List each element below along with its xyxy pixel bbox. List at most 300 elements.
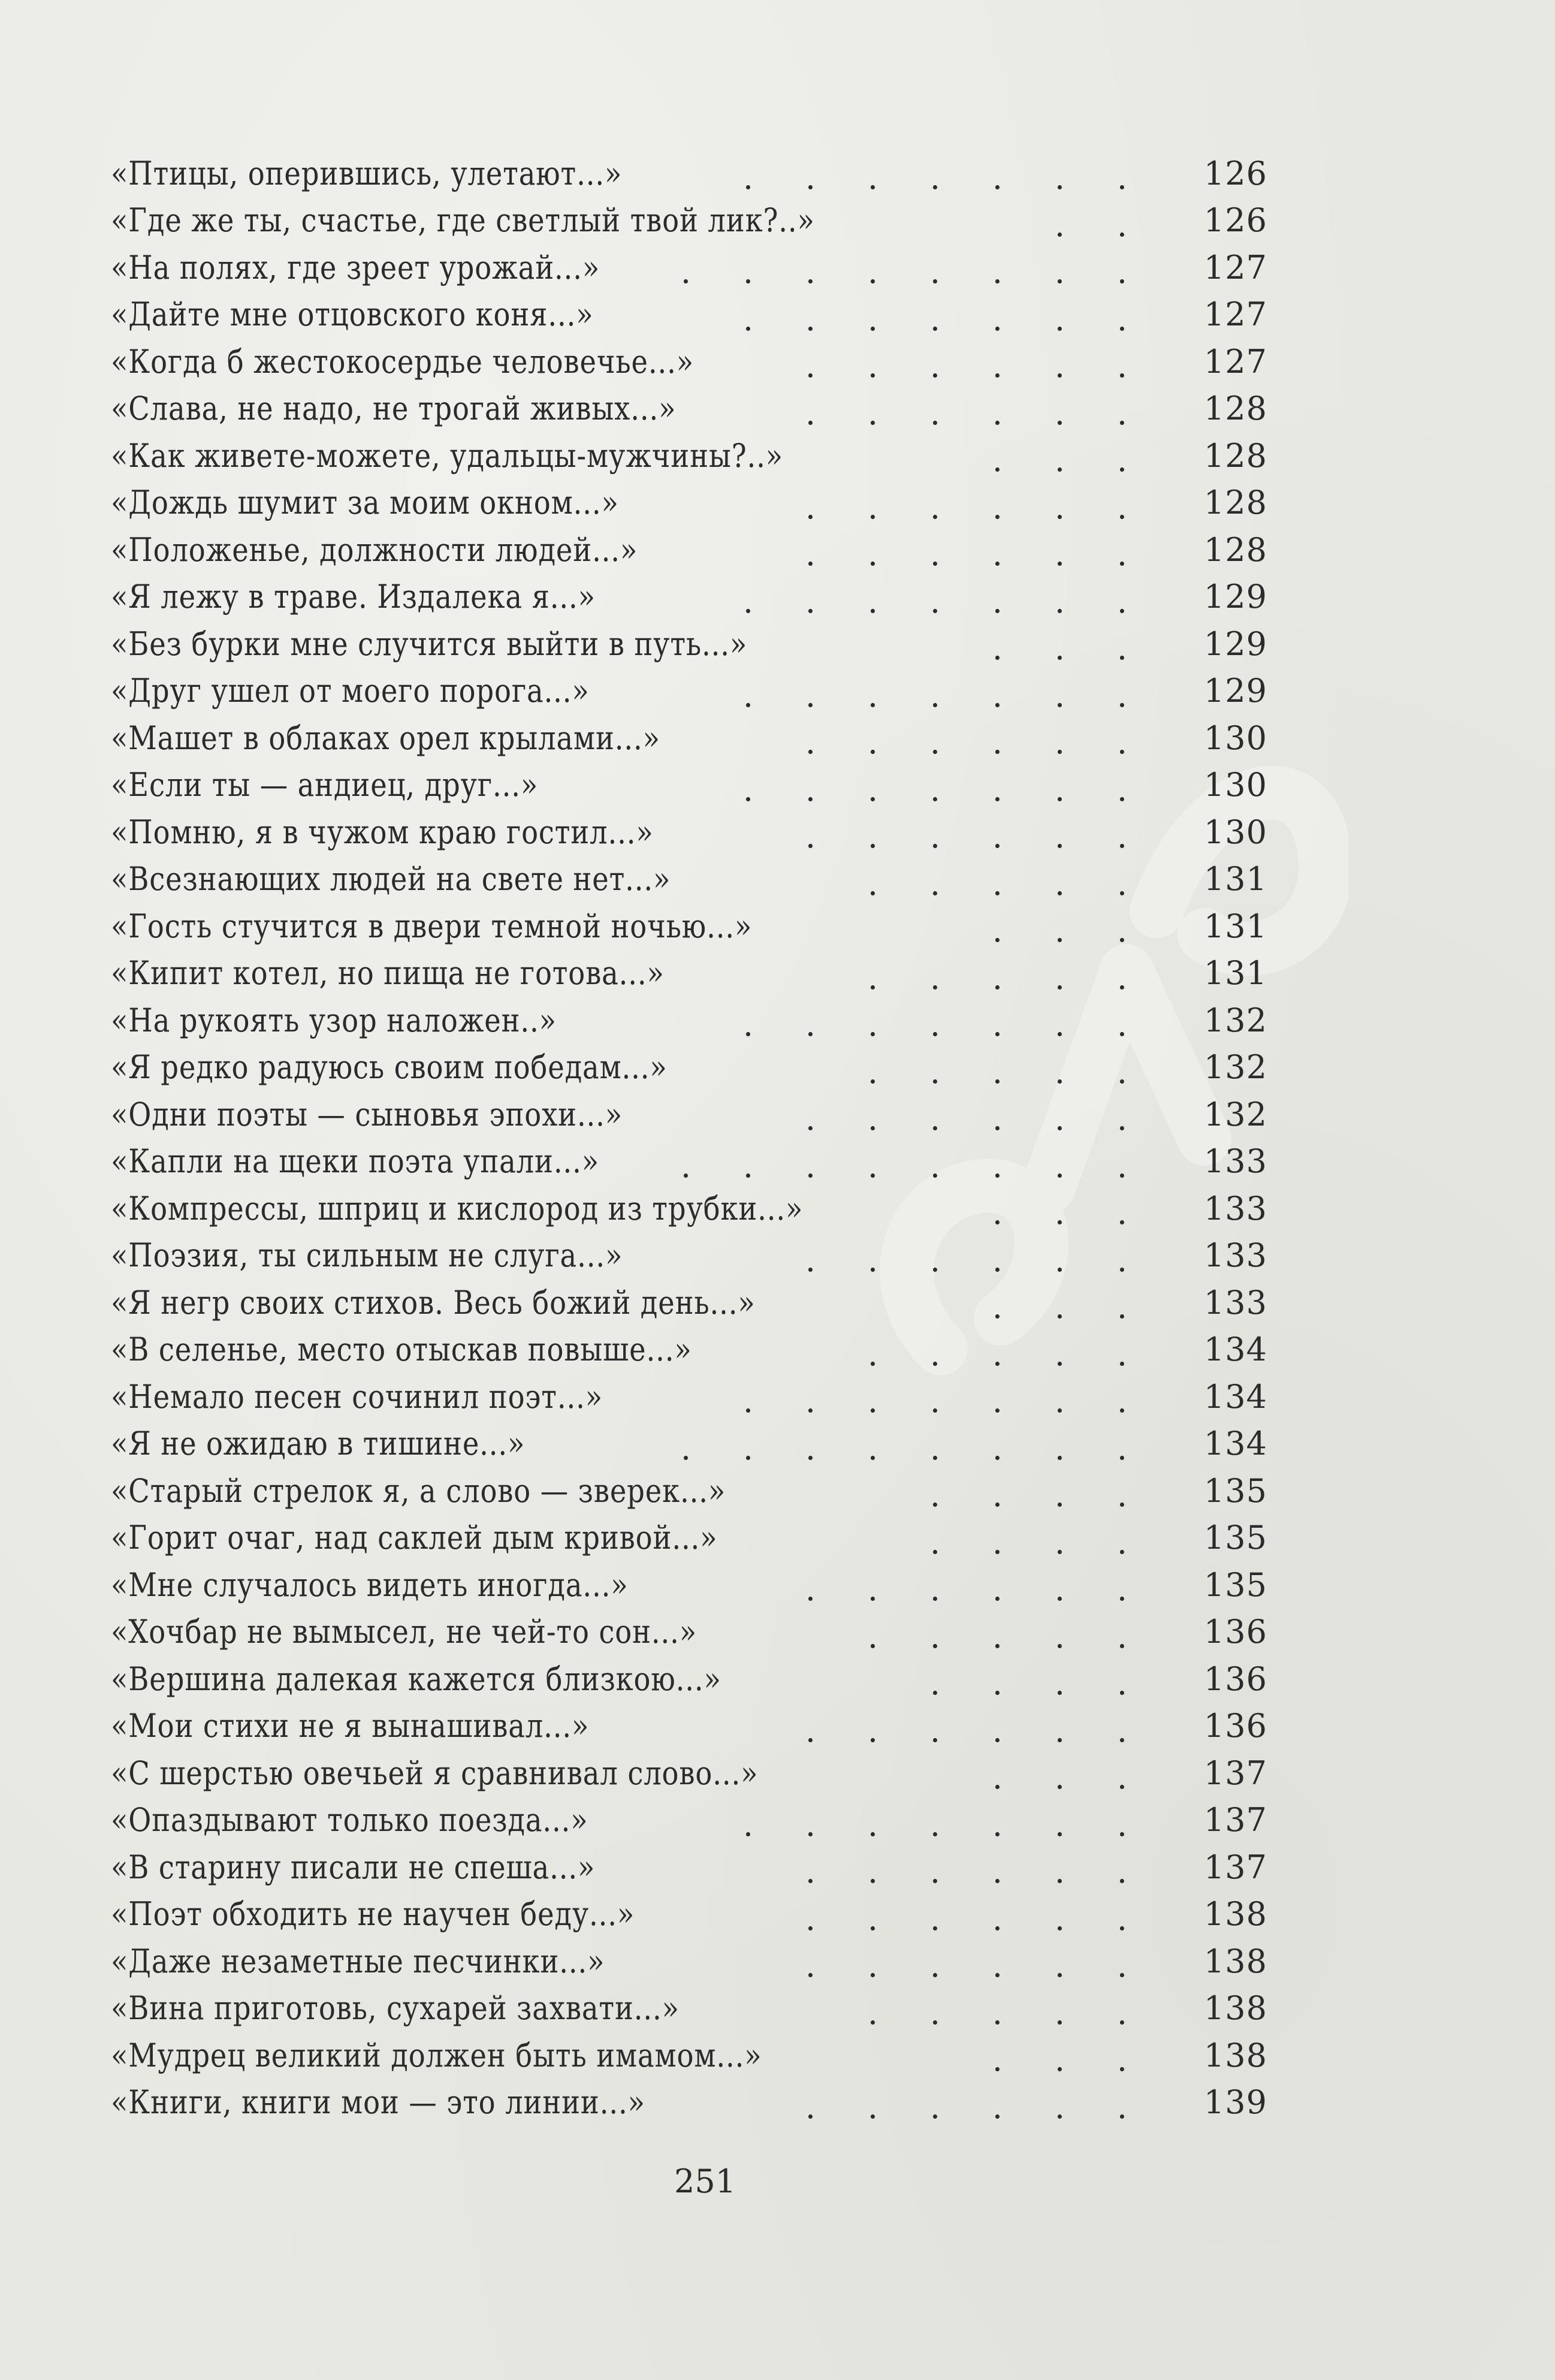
leader-dot: . xyxy=(867,1052,879,1091)
toc-entry-page: 134 xyxy=(1203,1425,1267,1463)
toc-entry-title: «Кипит котел, но пища не готова...» xyxy=(111,954,665,993)
leader-dot: . xyxy=(1054,535,1066,574)
leader-dot: . xyxy=(992,1382,1004,1420)
toc-entry xyxy=(111,997,1267,1044)
leader-dot: . xyxy=(1116,1570,1128,1609)
leader-dot: . xyxy=(992,818,1004,856)
leader-dot: . xyxy=(742,159,754,197)
leader-dot: . xyxy=(742,1429,754,1467)
toc-entry-title: «Мудрец великий должен быть имамом...» xyxy=(111,2036,762,2074)
leader-dot: . xyxy=(992,2088,1004,2126)
toc-entry-title: «Птицы, оперившись, улетают...» xyxy=(111,154,623,192)
toc-entry xyxy=(111,479,1267,527)
leader-dot: . xyxy=(805,582,817,620)
leader-dot: . xyxy=(1116,1711,1128,1749)
leader-dot: . xyxy=(1054,818,1066,856)
toc-entry-title: «Друг ушел от моего порога...» xyxy=(111,672,590,710)
leader-dot: . xyxy=(992,394,1004,432)
leader-dot: . xyxy=(1054,1899,1066,1938)
leader-dot: . xyxy=(992,1100,1004,1138)
toc-entry xyxy=(111,809,1267,856)
leader-dot: . xyxy=(929,723,941,762)
toc-entry-page: 131 xyxy=(1203,907,1267,945)
toc-entry xyxy=(111,385,1267,433)
leader-dot: . xyxy=(867,958,879,997)
leader-dot: . xyxy=(805,1147,817,1185)
toc-entry xyxy=(111,574,1267,621)
toc-entry-page: 133 xyxy=(1203,1283,1267,1322)
toc-entry-title: «Я не ожидаю в тишине...» xyxy=(111,1425,526,1463)
toc-entry xyxy=(111,197,1267,245)
toc-entry-page: 127 xyxy=(1203,295,1267,334)
leader-dot: . xyxy=(929,535,941,574)
toc-entry xyxy=(111,338,1267,385)
leader-dot: . xyxy=(867,1382,879,1420)
leader-dot: . xyxy=(1054,958,1066,997)
toc-entry-title: «Поэзия, ты сильным не слуга...» xyxy=(111,1236,623,1275)
leader-dot: . xyxy=(1116,1241,1128,1279)
leader-dot: . xyxy=(680,1429,692,1467)
leader-dot: . xyxy=(992,1758,1004,1797)
leader-dot: . xyxy=(1116,300,1128,338)
leader-dot: . xyxy=(805,1711,817,1749)
leader-dot: . xyxy=(805,253,817,291)
toc-entry-page: 131 xyxy=(1203,954,1267,993)
toc-entry-title: «На рукоять узор наложен..» xyxy=(111,1001,557,1039)
leader-dot: . xyxy=(992,1476,1004,1515)
leader-dot: . xyxy=(992,1194,1004,1232)
leader-dot: . xyxy=(805,300,817,338)
toc-entry-page: 136 xyxy=(1203,1707,1267,1745)
toc-entry xyxy=(111,1138,1267,1186)
leader-dot: . xyxy=(929,347,941,385)
toc-entry-title: «Слава, не надо, не трогай живых...» xyxy=(111,390,677,428)
leader-dot: . xyxy=(867,1947,879,1985)
toc-entry-title: «Мои стихи не я вынашивал...» xyxy=(111,1707,590,1745)
toc-entry-page: 132 xyxy=(1203,1001,1267,1039)
toc-entry-page: 137 xyxy=(1203,1848,1267,1886)
leader-dot: . xyxy=(929,1006,941,1044)
toc-entry xyxy=(111,1844,1267,1891)
leader-dot: . xyxy=(867,1147,879,1185)
leader-dot: . xyxy=(929,864,941,903)
toc-entry-page: 132 xyxy=(1203,1048,1267,1087)
leader-dot: . xyxy=(1116,347,1128,385)
toc-entry-page: 133 xyxy=(1203,1189,1267,1227)
toc-entry-title: «В старину писали не спеша...» xyxy=(111,1848,596,1886)
leader-dot: . xyxy=(1054,2041,1066,2079)
toc-entry-page: 136 xyxy=(1203,1660,1267,1698)
toc-entry xyxy=(111,620,1267,668)
leader-dot: . xyxy=(867,2088,879,2126)
leader-dot: . xyxy=(805,2088,817,2126)
leader-dot: . xyxy=(1116,2041,1128,2079)
toc-entry xyxy=(111,1749,1267,1797)
leader-dot: . xyxy=(1054,1993,1066,2032)
toc-entry-title: «Дайте мне отцовского коня...» xyxy=(111,295,594,334)
toc-entry-page: 134 xyxy=(1203,1331,1267,1369)
leader-dot: . xyxy=(867,1429,879,1467)
leader-dot: . xyxy=(867,1335,879,1373)
leader-dot: . xyxy=(867,1853,879,1891)
leader-dot: . xyxy=(1054,441,1066,479)
leader-dot: . xyxy=(1054,629,1066,668)
leader-dot: . xyxy=(1054,1853,1066,1891)
toc-entry-title: «Книги, книги мои — это линии...» xyxy=(111,2083,645,2122)
leader-dot: . xyxy=(1054,1052,1066,1091)
leader-dot: . xyxy=(929,1853,941,1891)
leader-dot: . xyxy=(929,1241,941,1279)
leader-dot: . xyxy=(805,394,817,432)
leader-dot: . xyxy=(929,1617,941,1655)
leader-dot: . xyxy=(742,253,754,291)
leader-dot: . xyxy=(1054,488,1066,526)
leader-dot: . xyxy=(867,1993,879,2032)
toc-entry-title: «Если ты — андиец, друг...» xyxy=(111,766,539,804)
leader-dot: . xyxy=(929,1382,941,1420)
toc-entry xyxy=(111,1797,1267,1844)
toc-entry-title: «Без бурки мне случится выйти в путь...» xyxy=(111,625,748,663)
leader-dot: . xyxy=(805,1805,817,1844)
leader-dot: . xyxy=(742,770,754,809)
leader-dot: . xyxy=(992,2041,1004,2079)
leader-dot: . xyxy=(1116,1100,1128,1138)
leader-dot: . xyxy=(992,1288,1004,1326)
leader-dot: . xyxy=(992,629,1004,668)
toc-entry xyxy=(111,903,1267,950)
toc-entry xyxy=(111,1326,1267,1374)
toc-entry-title: «Помню, я в чужом краю гостил...» xyxy=(111,813,654,851)
leader-dot: . xyxy=(992,1241,1004,1279)
toc-entry xyxy=(111,1891,1267,1938)
toc-entry-title: «Опаздывают только поезда...» xyxy=(111,1801,588,1839)
toc-entry-title: «Компрессы, шприц и кислород из трубки...» xyxy=(111,1189,804,1227)
toc-entry xyxy=(111,1938,1267,1985)
leader-dot: . xyxy=(929,488,941,526)
leader-dot: . xyxy=(742,582,754,620)
leader-dot: . xyxy=(929,1570,941,1609)
leader-dot: . xyxy=(992,582,1004,620)
toc-entry-page: 129 xyxy=(1203,672,1267,710)
toc-entry-title: «Дождь шумит за моим окном...» xyxy=(111,484,619,522)
leader-dot: . xyxy=(1054,676,1066,714)
leader-dot: . xyxy=(1054,253,1066,291)
leader-dot: . xyxy=(1116,1805,1128,1844)
toc-entry-page: 130 xyxy=(1203,719,1267,757)
leader-dot: . xyxy=(929,1523,941,1561)
leader-dot: . xyxy=(1054,1476,1066,1515)
leader-dot: . xyxy=(805,723,817,762)
leader-dot: . xyxy=(867,347,879,385)
leader-dot: . xyxy=(1054,1570,1066,1609)
page-number: 251 xyxy=(674,2162,736,2200)
leader-dot: . xyxy=(867,535,879,574)
toc-entry-page: 131 xyxy=(1203,860,1267,898)
toc-entry-page: 136 xyxy=(1203,1613,1267,1651)
leader-dot: . xyxy=(992,300,1004,338)
leader-dot: . xyxy=(1116,1429,1128,1467)
leader-dot: . xyxy=(1054,582,1066,620)
leader-dot: . xyxy=(992,676,1004,714)
toc-entry xyxy=(111,2079,1267,2126)
toc-entry-page: 135 xyxy=(1203,1519,1267,1557)
leader-dot: . xyxy=(1116,1853,1128,1891)
toc-entry-title: «Вина приготовь, сухарей захвати...» xyxy=(111,1989,680,2028)
leader-dot: . xyxy=(867,1570,879,1609)
leader-dot: . xyxy=(992,1006,1004,1044)
leader-dot: . xyxy=(867,1241,879,1279)
leader-dot: . xyxy=(867,864,879,903)
toc-entry xyxy=(111,244,1267,291)
leader-dot: . xyxy=(742,300,754,338)
leader-dot: . xyxy=(867,1899,879,1938)
leader-dot: . xyxy=(805,1100,817,1138)
leader-dot: . xyxy=(805,1899,817,1938)
toc-entry-title: «Даже незаметные песчинки...» xyxy=(111,1942,605,1980)
leader-dot: . xyxy=(1054,1241,1066,1279)
leader-dot: . xyxy=(1116,1899,1128,1938)
leader-dot: . xyxy=(1116,535,1128,574)
leader-dot: . xyxy=(992,1570,1004,1609)
toc-entry-title: «Как живете-можете, удальцы-мужчины?..» xyxy=(111,436,784,475)
toc-entry-page: 132 xyxy=(1203,1095,1267,1133)
leader-dot: . xyxy=(867,1006,879,1044)
leader-dot: . xyxy=(1116,723,1128,762)
leader-dot: . xyxy=(929,1147,941,1185)
leader-dot: . xyxy=(1054,1947,1066,1985)
leader-dot: . xyxy=(929,1052,941,1091)
leader-dot: . xyxy=(805,1241,817,1279)
leader-dot: . xyxy=(1116,1052,1128,1091)
leader-dot: . xyxy=(805,159,817,197)
leader-dot: . xyxy=(992,770,1004,809)
leader-dot: . xyxy=(992,1947,1004,1985)
leader-dot: . xyxy=(1116,1288,1128,1326)
leader-dot: . xyxy=(1054,1429,1066,1467)
toc-entry-page: 135 xyxy=(1203,1565,1267,1604)
toc-entry xyxy=(111,1515,1267,1562)
leader-dot: . xyxy=(992,1899,1004,1938)
toc-entry-title: «Старый стрелок я, а слово — зверек...» xyxy=(111,1471,726,1510)
toc-entry xyxy=(111,1561,1267,1609)
leader-dot: . xyxy=(742,676,754,714)
leader-dot: . xyxy=(1116,1947,1128,1985)
leader-dot: . xyxy=(1116,1147,1128,1185)
leader-dot: . xyxy=(1054,912,1066,950)
leader-dot: . xyxy=(742,1382,754,1420)
leader-dot: . xyxy=(1054,2088,1066,2126)
leader-dot: . xyxy=(929,1899,941,1938)
leader-dot: . xyxy=(742,1147,754,1185)
toc-entry-page: 133 xyxy=(1203,1142,1267,1181)
toc-entry-title: «Хочбар не вымысел, не чей-то сон...» xyxy=(111,1613,698,1651)
toc-entry xyxy=(111,668,1267,715)
toc-entry-title: «Одни поэты — сыновья эпохи...» xyxy=(111,1095,623,1133)
toc-entry xyxy=(111,1467,1267,1515)
leader-dot: . xyxy=(929,1100,941,1138)
toc-entry-page: 133 xyxy=(1203,1236,1267,1275)
leader-dot: . xyxy=(805,1006,817,1044)
leader-dot: . xyxy=(1116,1617,1128,1655)
leader-dot: . xyxy=(1054,864,1066,903)
leader-dot: . xyxy=(867,253,879,291)
leader-dot: . xyxy=(1116,818,1128,856)
toc-entry xyxy=(111,714,1267,762)
toc-entry-page: 134 xyxy=(1203,1377,1267,1416)
leader-dot: . xyxy=(1116,676,1128,714)
leader-dot: . xyxy=(1116,912,1128,950)
toc-entry-page: 129 xyxy=(1203,578,1267,616)
leader-dot: . xyxy=(1054,347,1066,385)
leader-dot: . xyxy=(867,1805,879,1844)
toc-entry xyxy=(111,1279,1267,1326)
toc-entry-title: «Поэт обходить не научен беду...» xyxy=(111,1895,635,1933)
toc-entry-title: «Где же ты, счастье, где светлый твой лик?..» xyxy=(111,201,815,240)
leader-dot: . xyxy=(1116,253,1128,291)
leader-dot: . xyxy=(805,535,817,574)
leader-dot: . xyxy=(1116,958,1128,997)
toc-entry-title: «Я лежу в траве. Издалека я...» xyxy=(111,578,596,616)
toc-entry-page: 138 xyxy=(1203,1895,1267,1933)
toc-entry-page: 137 xyxy=(1203,1754,1267,1792)
leader-dot: . xyxy=(867,488,879,526)
toc-entry-title: «На полях, где зреет урожай...» xyxy=(111,248,600,286)
toc-entry xyxy=(111,150,1267,197)
toc-entry-title: «Гость стучится в двери темной ночью...» xyxy=(111,907,753,945)
leader-dot: . xyxy=(1054,1711,1066,1749)
leader-dot: . xyxy=(1054,1006,1066,1044)
leader-dot: . xyxy=(992,1993,1004,2032)
leader-dot: . xyxy=(992,347,1004,385)
leader-dot: . xyxy=(929,1476,941,1515)
toc-entry-page: 127 xyxy=(1203,342,1267,381)
toc-entry-title: «Всезнающих людей на свете нет...» xyxy=(111,860,671,898)
leader-dot: . xyxy=(992,958,1004,997)
leader-dot: . xyxy=(805,1429,817,1467)
toc-entry-title: «Машет в облаках орел крылами...» xyxy=(111,719,660,757)
leader-dot: . xyxy=(929,770,941,809)
leader-dot: . xyxy=(867,676,879,714)
leader-dot: . xyxy=(992,441,1004,479)
leader-dot: . xyxy=(805,1947,817,1985)
leader-dot: . xyxy=(1054,206,1066,244)
leader-dot: . xyxy=(1116,770,1128,809)
leader-dot: . xyxy=(992,253,1004,291)
toc-entry-page: 139 xyxy=(1203,2083,1267,2122)
toc-entry xyxy=(111,762,1267,809)
leader-dot: . xyxy=(805,488,817,526)
leader-dot: . xyxy=(742,1006,754,1044)
leader-dot: . xyxy=(1054,1382,1066,1420)
leader-dot: . xyxy=(929,394,941,432)
leader-dot: . xyxy=(1054,770,1066,809)
toc-entry-page: 138 xyxy=(1203,1989,1267,2028)
toc-entry xyxy=(111,1420,1267,1468)
toc-entry-title: «Вершина далекая кажется близкою...» xyxy=(111,1660,721,1698)
leader-dot: . xyxy=(992,1147,1004,1185)
toc-entry-title: «Немало песен сочинил поэт...» xyxy=(111,1377,603,1416)
toc-entry-page: 128 xyxy=(1203,390,1267,428)
toc-entry-page: 130 xyxy=(1203,766,1267,804)
leader-dot: . xyxy=(992,1664,1004,1703)
leader-dot: . xyxy=(1116,1194,1128,1232)
leader-dot: . xyxy=(1054,1523,1066,1561)
toc-entry-title: «Я негр своих стихов. Весь божий день...» xyxy=(111,1283,756,1322)
leader-dot: . xyxy=(680,1147,692,1185)
leader-dot: . xyxy=(1116,2088,1128,2126)
leader-dot: . xyxy=(1054,300,1066,338)
toc-entry-title: «В селенье, место отыскав повыше...» xyxy=(111,1331,692,1369)
leader-dot: . xyxy=(992,1523,1004,1561)
leader-dot: . xyxy=(929,253,941,291)
toc-entry xyxy=(111,1609,1267,1656)
toc-entry xyxy=(111,1985,1267,2032)
leader-dot: . xyxy=(805,1570,817,1609)
leader-dot: . xyxy=(992,1853,1004,1891)
toc-entry-title: «С шерстью овечьей я сравнивал слово...» xyxy=(111,1754,759,1792)
leader-dot: . xyxy=(867,723,879,762)
leader-dot: . xyxy=(867,300,879,338)
leader-dot: . xyxy=(992,488,1004,526)
leader-dot: . xyxy=(1116,488,1128,526)
leader-dot: . xyxy=(1116,1993,1128,2032)
toc-entry-title: «Когда б жестокосердье человечье...» xyxy=(111,342,695,381)
toc-entry-page: 126 xyxy=(1203,154,1267,192)
leader-dot: . xyxy=(742,1805,754,1844)
toc-entry xyxy=(111,1232,1267,1280)
leader-dot: . xyxy=(929,1429,941,1467)
leader-dot: . xyxy=(1054,1288,1066,1326)
toc-entry xyxy=(111,432,1267,479)
leader-dot: . xyxy=(929,676,941,714)
leader-dot: . xyxy=(1116,1382,1128,1420)
leader-dot: . xyxy=(867,394,879,432)
toc-entry-page: 128 xyxy=(1203,484,1267,522)
leader-dot: . xyxy=(867,159,879,197)
leader-dot: . xyxy=(992,864,1004,903)
toc-entry-title: «Капли на щеки поэта упали...» xyxy=(111,1142,599,1181)
leader-dot: . xyxy=(929,1711,941,1749)
leader-dot: . xyxy=(992,723,1004,762)
leader-dot: . xyxy=(1116,582,1128,620)
leader-dot: . xyxy=(805,676,817,714)
toc-entry-page: 128 xyxy=(1203,530,1267,569)
toc-entry xyxy=(111,1655,1267,1703)
leader-dot: . xyxy=(1116,441,1128,479)
toc-entry-page: 128 xyxy=(1203,436,1267,475)
leader-dot: . xyxy=(929,1805,941,1844)
leader-dot: . xyxy=(1054,1758,1066,1797)
toc-entry-page: 130 xyxy=(1203,813,1267,851)
leader-dot: . xyxy=(1116,1664,1128,1703)
toc-entry-page: 135 xyxy=(1203,1471,1267,1510)
toc-entry xyxy=(111,950,1267,997)
toc-entry-page: 138 xyxy=(1203,1942,1267,1980)
leader-dot: . xyxy=(867,818,879,856)
leader-dot: . xyxy=(1054,1617,1066,1655)
leader-dot: . xyxy=(867,1617,879,1655)
leader-dot: . xyxy=(805,818,817,856)
leader-dot: . xyxy=(1054,1805,1066,1844)
toc-entry xyxy=(111,856,1267,903)
leader-dot: . xyxy=(929,1947,941,1985)
leader-dot: . xyxy=(805,1382,817,1420)
leader-dot: . xyxy=(992,535,1004,574)
leader-dot: . xyxy=(929,1664,941,1703)
leader-dot: . xyxy=(929,958,941,997)
leader-dot: . xyxy=(1116,1758,1128,1797)
leader-dot: . xyxy=(805,770,817,809)
